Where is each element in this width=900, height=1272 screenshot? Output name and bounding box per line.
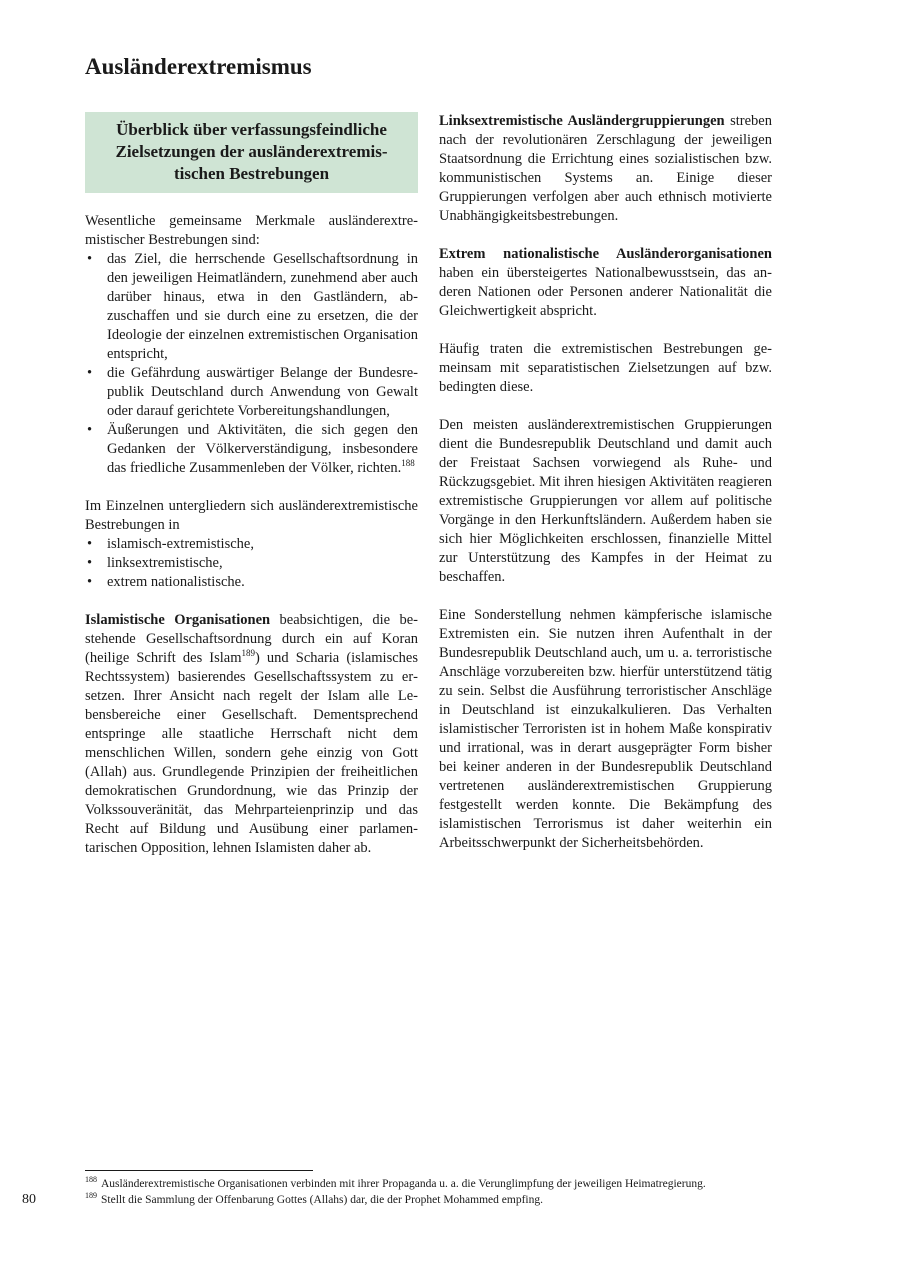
page-heading: Ausländerextremismus <box>85 54 312 79</box>
bullet-icon: • <box>87 555 93 571</box>
separatist-paragraph: Häufig traten die extremistischen Bestrebungen gemeinsam mit separatistischen Zielsetzungen auf bzw. bedingten diese. <box>439 341 772 395</box>
list-item: • islamisch-extremistische, <box>87 536 254 552</box>
features-list <box>85 250 418 478</box>
list-item: • das Ziel, die herrschende Gesellschaftsordnung in den jeweiligen Heimatländern, zunehmend aber auch darüber hinaus, etwa in den Gastländern, abzuschaffen und sie durch eine zu ersetzen, die der Ideologie der einzelnen extremistischen Organisation entspricht, <box>87 251 418 362</box>
special-position-paragraph: Eine Sonderstellung nehmen kämpferische islamische Extremisten ein. Sie nutzen ihren Aufenthalt in der Bundesrepublik Deutschland auch, um u. a. terroristische Anschläge vorzubereiten bzw. hierfür unterstützend tätig zu sein. Selbst die Ausführung terroristischer Anschläge in Deutschland ist einzukalkulieren. Das Verhalten islamistischer Terroristen ist in hohem Maße konspirativ und irrational, was in derart ausgeprägter Form bisher bei keiner anderen in der Bundesrepublik Deutschland vertretenen ausländerextremistischen Gruppierung festgestellt werden konnte. Die Bekämpfung des islamistischen Terrorismus ist daher weiterhin ein Arbeitsschwerpunkt der Sicherheitsbehörden. <box>439 607 772 851</box>
subdivision-intro: Im Einzelnen untergliedern sich ausländerextremistische Bestrebungen in <box>85 498 418 533</box>
footnotes <box>85 1176 785 1208</box>
categories-list <box>85 535 418 592</box>
bullet-icon: • <box>87 251 93 267</box>
list-item: • extrem nationalistische. <box>87 574 245 590</box>
footnote-189: $^{189}$ Stellt die Sammlung der Offenbarung Gottes (Allahs) dar, die der Prophet Mohammed empfing. <box>85 1191 543 1206</box>
islamist-paragraph: Islamistische Organisationen beabsichtigen, die bestehende Gesellschaftsordnung durch ein auf Koran (heilige Schrift des Islam$^{189}$) und Scharia (islamisches Rechtssystem) basierendes Gesellschaftssystem zu ersetzen. Ihrer Ansicht nach regelt der Islam alle Lebensbereiche einer Gesellschaft. Dementsprechend entspringe alle staatliche Herrschaft nicht dem menschlichen Willen, sondern gehe einzig von Gott (Allah) aus. Grundlegende Prinzipien der freiheitlichen demokratischen Grundordnung, wie das Prinzip der Volkssouveränität, das Mehrparteienprinzip und das Recht auf Bildung und Ausübung einer parlamentarischen Opposition, lehnen Islamisten daher ab. <box>85 612 419 856</box>
bullet-icon: • <box>87 422 93 438</box>
footnote-188: $^{188}$ Ausländerextremistische Organisationen verbinden mit ihrer Propaganda u. a. die Verunglimpfung der jeweiligen Heimatregierung. <box>85 1175 706 1190</box>
list-item: • die Gefährdung auswärtiger Belange der Bundesrepublik Deutschland durch Anwendung von Gewalt oder darauf gerichtete Vorbereitungshandlungen, <box>87 365 418 419</box>
bullet-icon: • <box>87 574 93 590</box>
left-column <box>85 112 418 877</box>
leftist-paragraph: Linksextremistische Ausländergruppierungen streben nach der revolutionären Zerschlagung der jeweiligen Staatsordnung die Errichtung eines sozialistischen bzw. kommunistischen Systems an. Einige dieser Gruppierungen verfolgen aber auch ethnisch motivierte Unabhängigkeitsbestrebungen. <box>439 113 772 224</box>
footnote-divider <box>85 1170 313 1171</box>
nationalist-term: Extrem nationalistische Ausländerorganisationen <box>439 246 772 262</box>
footnote-ref-188[interactable]: 188 <box>401 458 415 469</box>
nationalist-paragraph: Extrem nationalistische Ausländerorganisationen haben ein übersteigertes Nationalbewusstsein, das anderen Nationen oder Personen anderer Nationalität die Gleichwertigkeit abspricht. <box>439 246 772 319</box>
footnote-ref-189[interactable]: 189 <box>241 648 256 659</box>
leftist-term: Linksextremistische Ausländergruppierungen <box>439 113 725 129</box>
features-intro: Wesentliche gemeinsame Merkmale ausländerextremistischer Bestrebungen sind: <box>85 213 418 248</box>
bullet-icon: • <box>87 536 93 552</box>
islamist-term: Islamistische Organisationen <box>85 612 271 628</box>
right-column <box>439 112 772 872</box>
list-item: • linksextremistische, <box>87 555 223 571</box>
retreat-area-paragraph: Den meisten ausländerextremistischen Gruppierungen dient die Bundesrepublik Deutschland und damit auch der Freistaat Sachsen vorwiegend als Ruhe- und Rückzugsgebiet. Mit ihren hiesigen Aktivitäten reagieren extremistische Gruppierungen vor allem auf politische Vorgänge in den Herkunftsländern. Außerdem haben sie sich hier Möglichkeiten erschlossen, finanzielle Mittel zur Unterstützung des Kampfes in der Heimat zu beschaffen. <box>439 417 772 585</box>
page-number: 80 <box>22 1192 36 1207</box>
bullet-icon: • <box>87 365 93 381</box>
list-item: • Äußerungen und Aktivitäten, die sich gegen den Gedanken der Völkerverständigung, insbesondere das friedliche Zusammenleben der Völker, richten.$^{188}$ <box>87 422 418 476</box>
overview-box: Überblick über verfassungsfeindliche Zielsetzungen der ausländerextremistischen Bestrebungen <box>85 112 418 193</box>
